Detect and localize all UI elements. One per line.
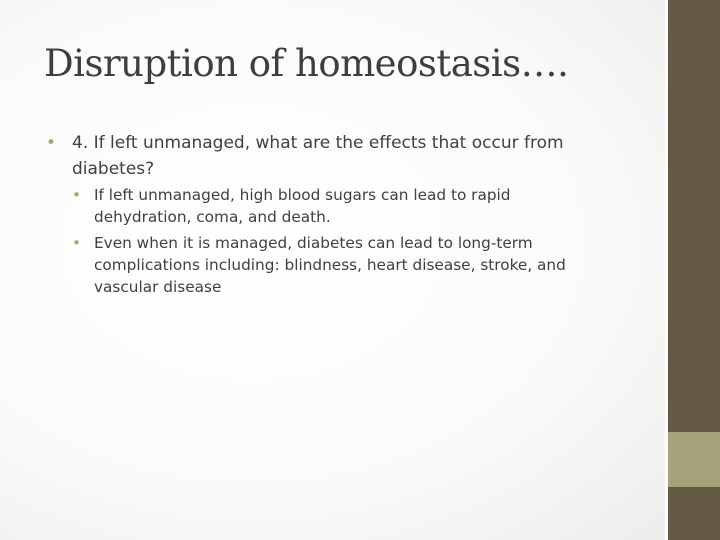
sub-bullet [72, 232, 606, 298]
sub-bullet-text: If left unmanaged, high blood sugars can lead to rapid dehydration, coma, and death. [94, 186, 511, 226]
bullet-dot-icon: • [72, 234, 82, 252]
sub-bullet-list [72, 184, 606, 298]
sidebar-bottom-block [665, 487, 720, 540]
bullet-dot-icon: • [46, 133, 57, 153]
slide-body [46, 130, 606, 302]
sub-bullet [72, 184, 606, 228]
sidebar-top-block [665, 0, 720, 432]
slide-title: Disruption of homeostasis…. [44, 42, 569, 85]
decorative-sidebar [665, 0, 720, 540]
main-bullet [46, 130, 606, 182]
sidebar-accent-band [665, 432, 720, 487]
sub-bullet-text: Even when it is managed, diabetes can lead to long-term complications including: blindness, heart disease, stroke, and vascular disease [94, 234, 566, 296]
bullet-dot-icon: • [72, 186, 82, 204]
main-bullet-text: 4. If left unmanaged, what are the effects that occur from diabetes? [72, 133, 564, 179]
sidebar-divider [665, 0, 668, 540]
